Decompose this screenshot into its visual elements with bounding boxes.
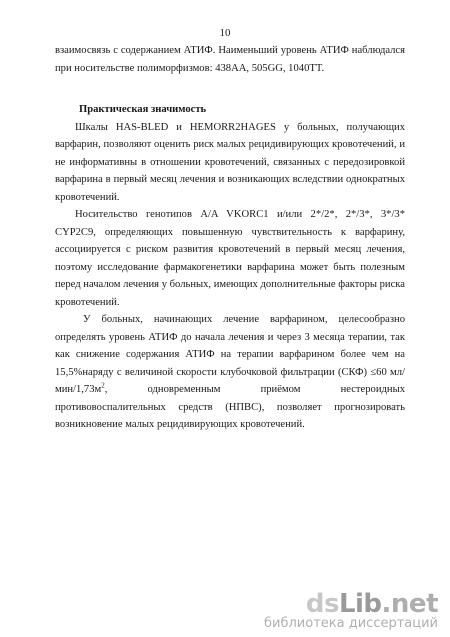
watermark-subtitle: библиотека диссертаций — [264, 616, 438, 631]
page-number: 10 — [219, 27, 231, 39]
superscript: 2 — [101, 381, 105, 390]
paragraph-genotypes: Носительство генотипов A/A VKORC1 и/или 2*/2*, 2*/3*, 3*/3* CYP2C9, определяющих повышенную чувствительность к варфарину, ассоциируется с риском развития кровотечений в первый месяц лечения, поэтому исследование фармакогенетики варфарина может быть полезным перед началом лечения у больных, имеющих дополнительные факторы риска кровотечений. — [55, 209, 405, 308]
watermark — [264, 590, 438, 631]
document-body — [55, 42, 405, 434]
paragraph-atif-polymorphisms: взаимосвязь с содержанием АТИФ. Наименьший уровень АТИФ наблюдался при носительстве полиморфизмов: 438AA, 505GG, 1040TT. — [55, 45, 405, 74]
watermark-logo-part: ds — [305, 589, 339, 619]
watermark-logo — [264, 590, 438, 618]
paragraph-bleeding-scales: Шкалы HAS-BLED и HEMORR2HAGES у больных, получающих варфарин, позволяют оценить риск малых рецидивирующих кровотечений, и не информативны в отношении кровотечений, связанных с передозировкой варфарина в первый месяц лечения и возникающих вследствии однократных кровотечений. — [55, 121, 405, 203]
watermark-logo-part: .net — [381, 589, 438, 619]
paragraph-text-part: У больных, начинающих лечение варфарином, целесообразно определять уровень АТИФ до начала лечения и через 3 месяца терапии, так как снижение содержания АТИФ на терапии варфарином более чем на 15,5%наряду с величиной скорости клубочковой фильтрации (СКФ) ≤60 мл/мин/1,73м — [55, 314, 405, 395]
watermark-logo-part: Lib — [338, 589, 382, 619]
paragraph-atif-monitoring — [55, 311, 405, 434]
section-heading: Практическая значимость — [79, 104, 207, 115]
paragraph-text-part: , одновременным приёмом нестероидных противовоспалительных средств (НПВС), позволяет прогнозировать возникновение малых рецидивирующих кровотечений. — [55, 384, 405, 430]
